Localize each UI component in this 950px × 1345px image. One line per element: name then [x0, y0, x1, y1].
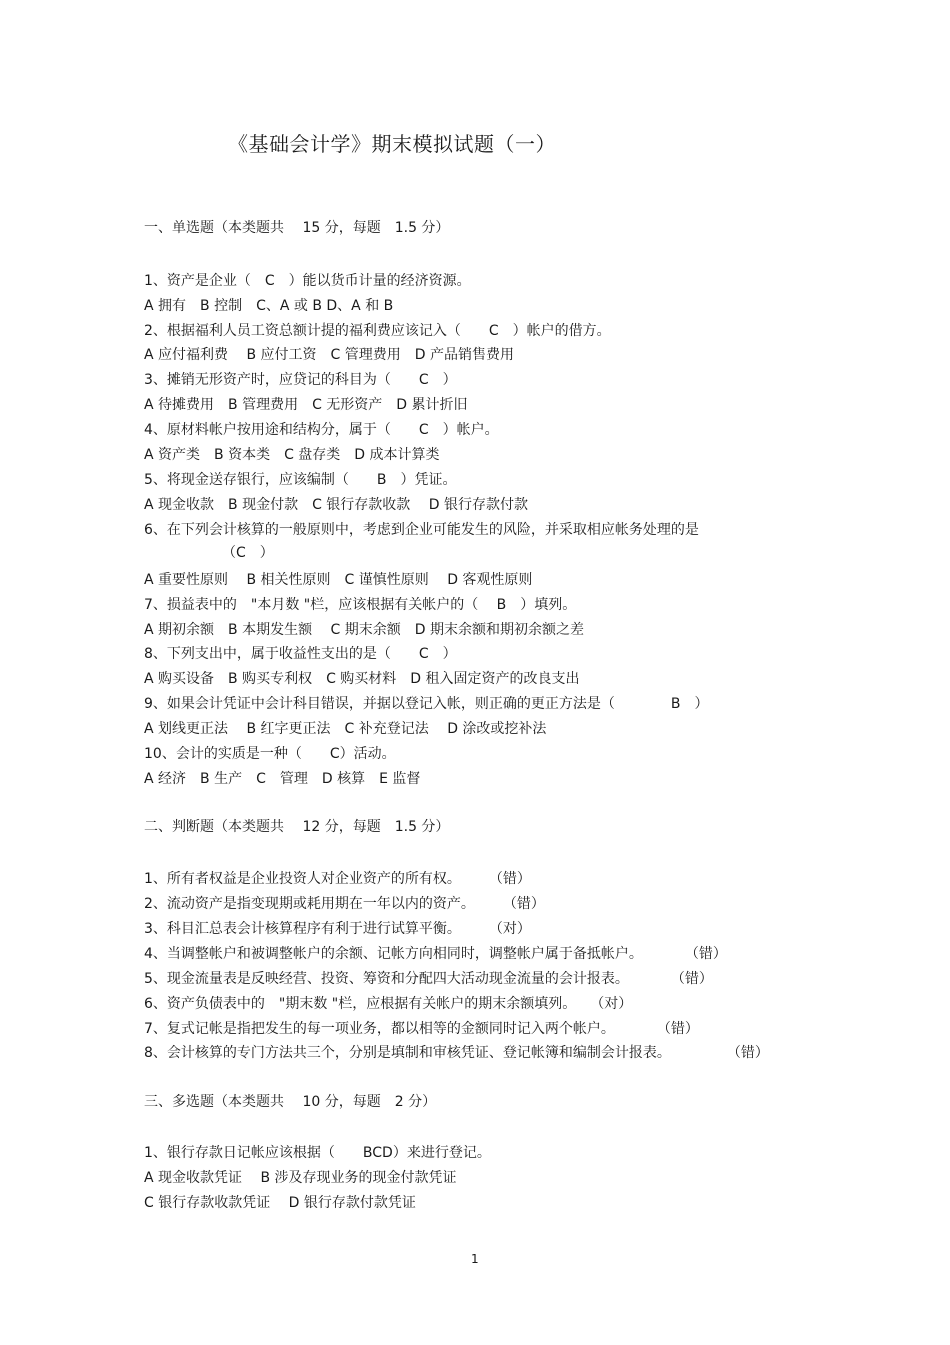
question-line: 1、资产是企业（ C ）能以货币计量的经济资源。 — [144, 273, 471, 289]
page-number: 1 — [471, 1252, 479, 1266]
question-line: 1、银行存款日记帐应该根据（ BCD）来进行登记。 — [144, 1145, 491, 1161]
question-line: 4、原材料帐户按用途和结构分，属于（ C ）帐户。 — [144, 422, 499, 438]
question-line: A 划线更正法 B 红字更正法 C 补充登记法 D 涂改或挖补法 — [144, 721, 547, 737]
question-line: 1、所有者权益是企业投资人对企业资产的所有权。 （错） — [144, 871, 531, 887]
question-line: 6、资产负债表中的 "期末数 "栏，应根据有关帐户的期末余额填列。 （对） — [144, 996, 633, 1012]
question-line: 8、下列支出中，属于收益性支出的是（ C ） — [144, 646, 457, 662]
section-heading-single-choice: 一、单选题（本类题共 15 分，每题 1.5 分） — [144, 220, 450, 236]
question-line: C 银行存款收款凭证 D 银行存款付款凭证 — [144, 1195, 416, 1211]
question-line: A 拥有 B 控制 C、A 或 B D、A 和 B — [144, 298, 394, 314]
question-line: （C ） — [222, 545, 274, 561]
question-line: 2、流动资产是指变现期或耗用期在一年以内的资产。 （错） — [144, 896, 545, 912]
question-line: 7、损益表中的 "本月数 "栏，应该根据有关帐户的（ B ）填列。 — [144, 597, 577, 613]
section-heading-true-false: 二、判断题（本类题共 12 分，每题 1.5 分） — [144, 819, 450, 835]
question-line: A 购买设备 B 购买专利权 C 购买材料 D 租入固定资产的改良支出 — [144, 671, 580, 687]
question-line: 2、根据福利人员工资总额计提的福利费应该记入（ C ）帐户的借方。 — [144, 323, 611, 339]
question-line: 4、当调整帐户和被调整帐户的余额、记帐方向相同时，调整帐户属于备抵帐户。 （错） — [144, 946, 727, 962]
question-line: A 经济 B 生产 C 管理 D 核算 E 监督 — [144, 771, 421, 787]
question-line: 5、将现金送存银行，应该编制（ B ）凭证。 — [144, 472, 457, 488]
question-line: A 重要性原则 B 相关性原则 C 谨慎性原则 D 客观性原则 — [144, 572, 533, 588]
section-heading-multiple-choice: 三、多选题（本类题共 10 分，每题 2 分） — [144, 1094, 437, 1110]
question-line: 7、复式记帐是指把发生的每一项业务，都以相等的金额同时记入两个帐户。 （错） — [144, 1021, 699, 1037]
question-line: A 待摊费用 B 管理费用 C 无形资产 D 累计折旧 — [144, 397, 468, 413]
question-line: 3、科目汇总表会计核算程序有利于进行试算平衡。 （对） — [144, 921, 531, 937]
question-line: 10、会计的实质是一种（ C）活动。 — [144, 746, 396, 762]
question-line: 3、摊销无形资产时，应贷记的科目为（ C ） — [144, 372, 457, 388]
question-line: A 现金收款凭证 B 涉及存现业务的现金付款凭证 — [144, 1170, 457, 1186]
question-line: A 现金收款 B 现金付款 C 银行存款收款 D 银行存款付款 — [144, 497, 528, 513]
question-line: 8、会计核算的专门方法共三个，分别是填制和审核凭证、登记帐簿和编制会计报表。 （错） — [144, 1045, 769, 1061]
question-line: 5、现金流量表是反映经营、投资、筹资和分配四大活动现金流量的会计报表。 （错） — [144, 971, 713, 987]
question-line: A 资产类 B 资本类 C 盘存类 D 成本计算类 — [144, 447, 440, 463]
question-line: A 期初余额 B 本期发生额 C 期末余额 D 期末余额和期初余额之差 — [144, 622, 584, 638]
question-line: 9、如果会计凭证中会计科目错误，并据以登记入帐，则正确的更正方法是（ B ） — [144, 696, 709, 712]
page-title: 《基础会计学》期末模拟试题（一） — [228, 132, 556, 156]
question-line: A 应付福利费 B 应付工资 C 管理费用 D 产品销售费用 — [144, 347, 514, 363]
question-line: 6、在下列会计核算的一般原则中，考虑到企业可能发生的风险，并采取相应帐务处理的是 — [144, 522, 699, 538]
